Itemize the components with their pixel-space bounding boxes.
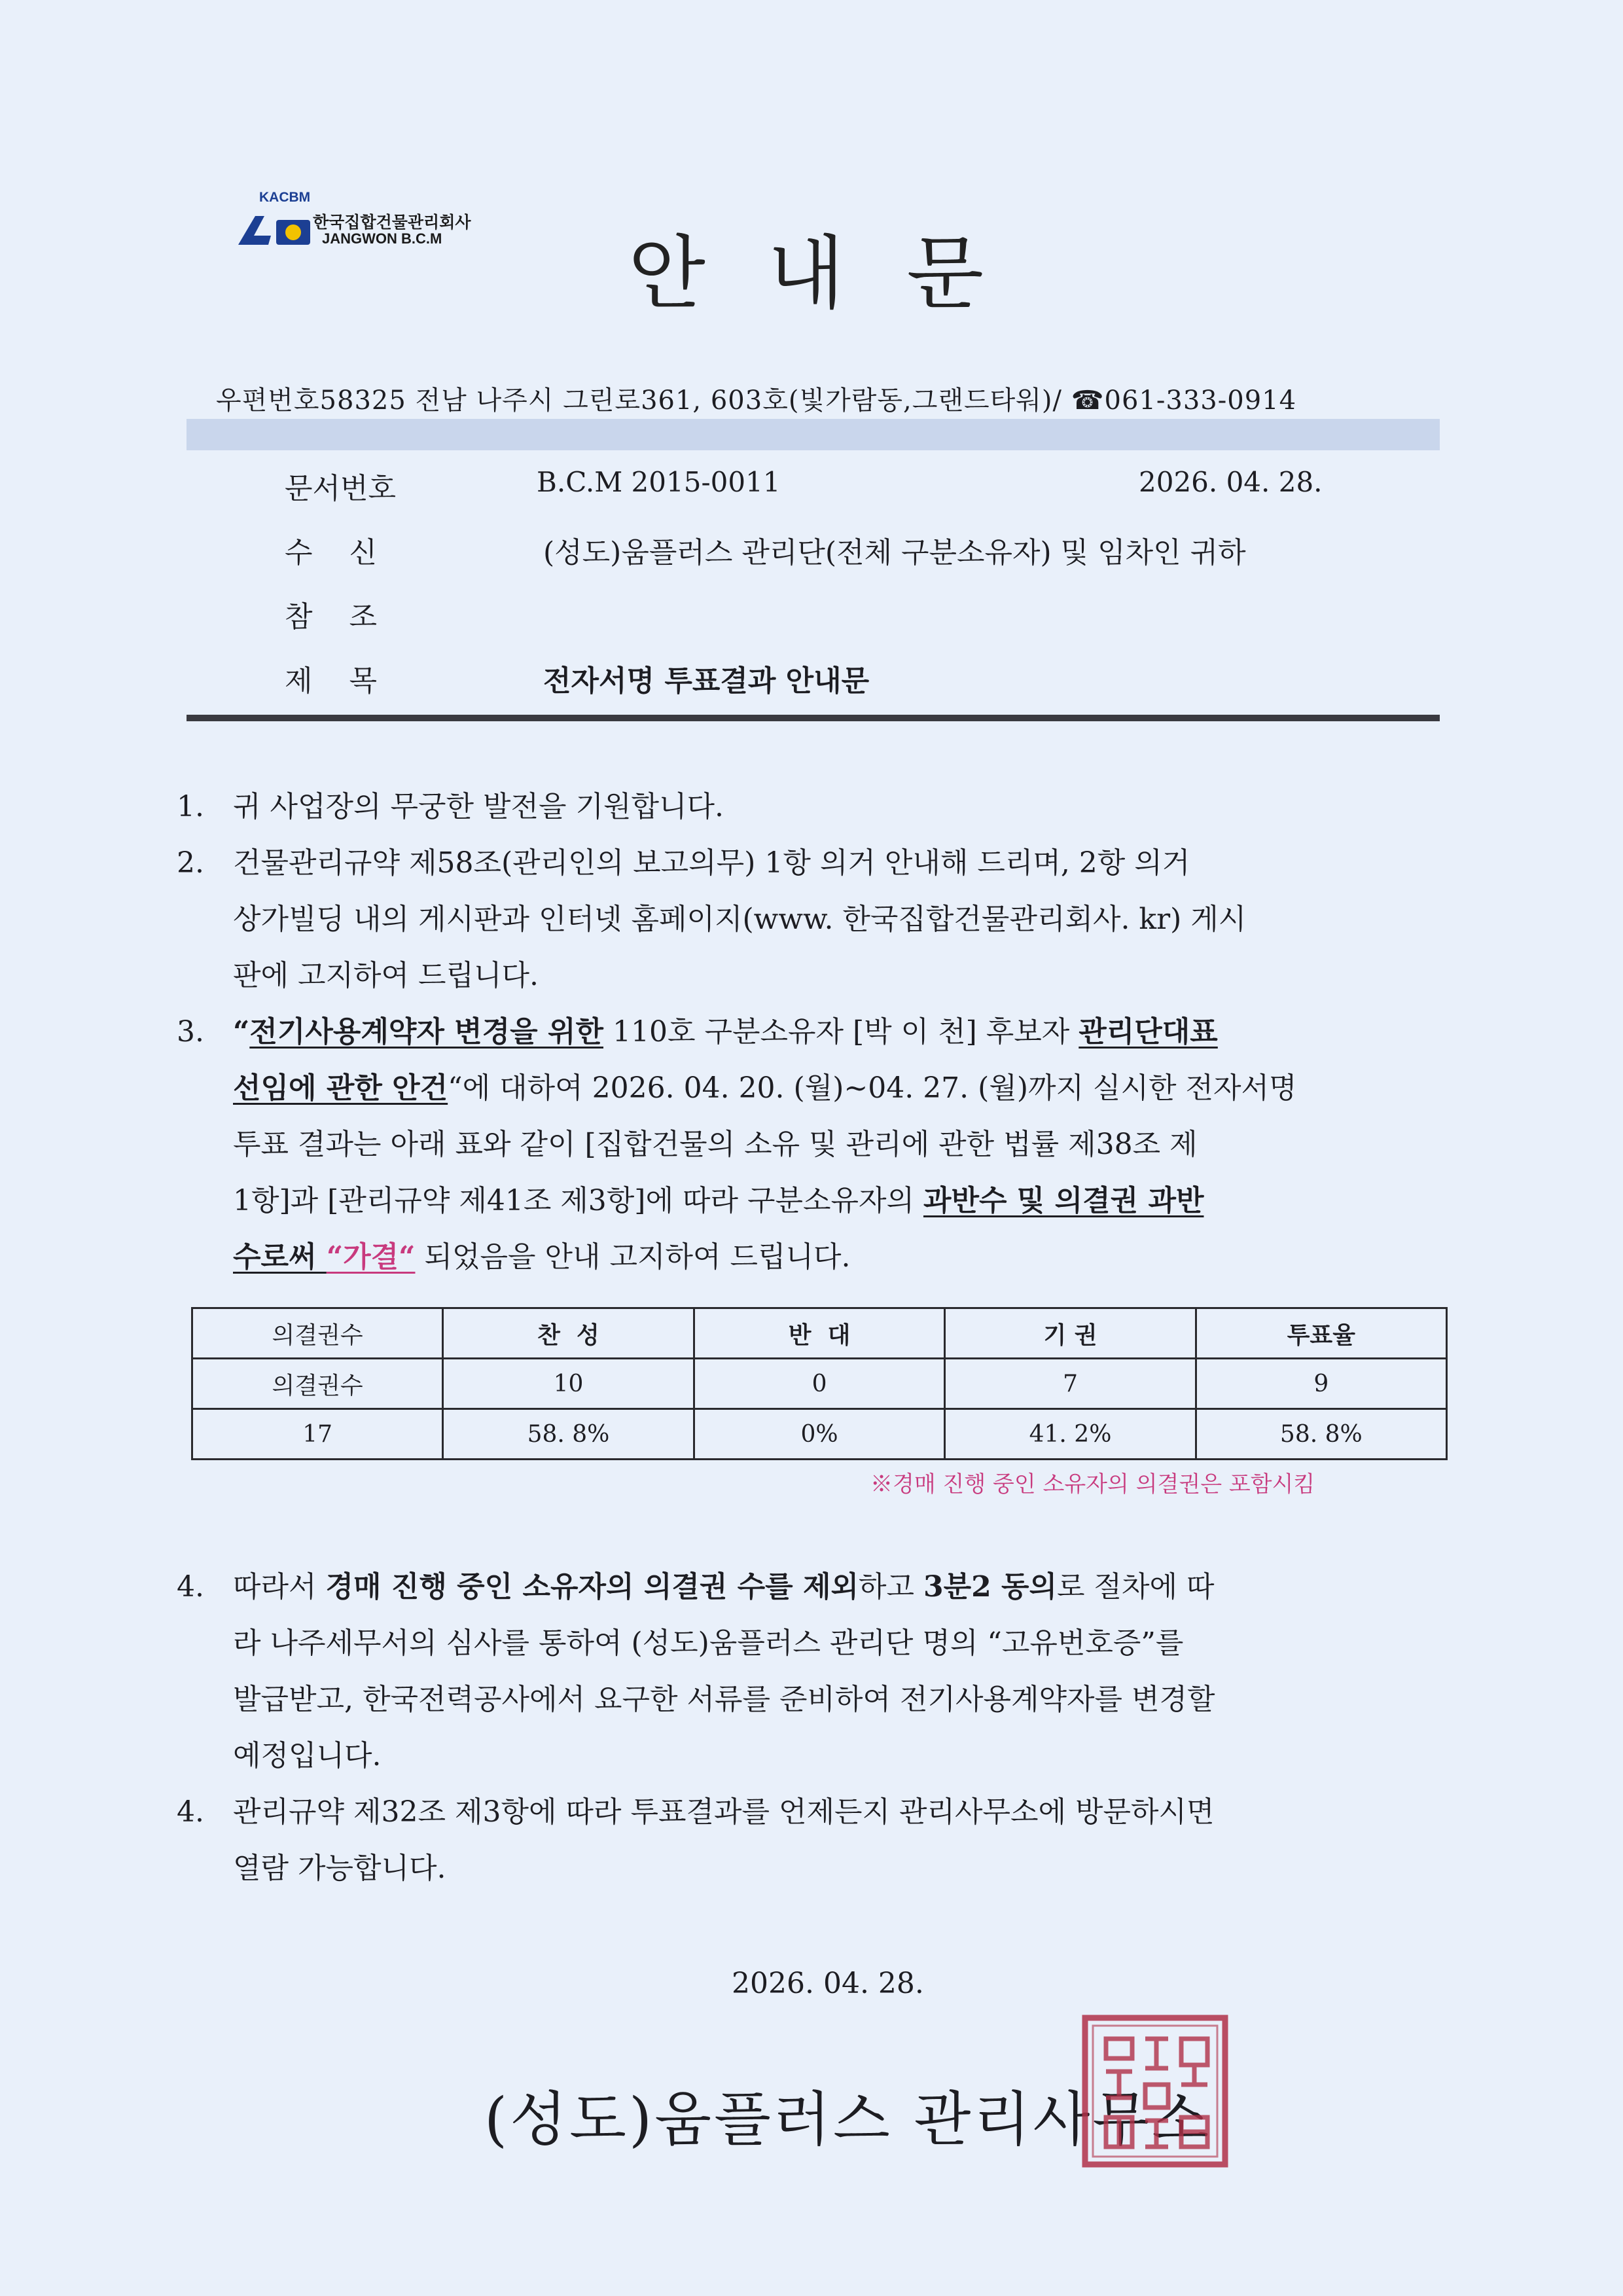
- logo-acronym: KACBM: [259, 190, 311, 205]
- table-cell: 58. 8%: [443, 1409, 694, 1460]
- doc-number-value: B.C.M 2015-0011: [537, 466, 781, 498]
- telephone-icon: ☎: [1071, 386, 1105, 416]
- logo-mark-icon: [236, 209, 314, 249]
- candidate-text: 110호 구분소유자 [박 이 천] 후보자: [603, 1015, 1079, 1049]
- table-cell: 9: [1196, 1359, 1446, 1409]
- address-text: 우편번호58325 전남 나주시 그린로361, 603호(빛가람동,그랜드타워)/: [216, 386, 1062, 416]
- office-name: (성도)움플러스 관리사무소: [484, 2085, 1212, 2154]
- address-line: [216, 380, 1296, 417]
- majority-text-cont: 수로써: [233, 1240, 327, 1274]
- passed-badge: “가결“: [326, 1240, 416, 1274]
- table-cell: 41. 2%: [945, 1409, 1196, 1460]
- header-divider: [187, 715, 1440, 721]
- text-span: 로 절차에 따: [1057, 1570, 1215, 1604]
- table-cell: 17: [192, 1409, 443, 1460]
- paragraph-5-line-1: 관리규약 제32조 제3항에 따라 투표결과를 언제든지 관리사무소에 방문하시면: [233, 1795, 1215, 1829]
- paragraph-2-line-3: 판에 고지하여 드립니다.: [233, 959, 539, 992]
- doc-date: 2026. 04. 28.: [1139, 466, 1323, 498]
- table-row: [192, 1359, 1447, 1409]
- paragraph-1-text: 귀 사업장의 무궁한 발전을 기원합니다.: [233, 790, 724, 823]
- vote-result-table: [191, 1307, 1448, 1460]
- text-span: 따라서: [233, 1570, 326, 1604]
- reference-label: 참 조: [285, 600, 377, 634]
- doc-number-label: 문서번호: [285, 472, 397, 505]
- paragraph-3-line-1: [233, 1004, 1218, 1060]
- official-seal-icon: [1080, 2013, 1230, 2170]
- paragraph-2-number: 2.: [177, 846, 204, 880]
- subject-label: 제 목: [285, 664, 377, 698]
- logo-korean-name: 한국집합건물관리회사: [313, 213, 471, 232]
- table-cell: 0: [694, 1359, 945, 1409]
- paragraph-3-line-4: [233, 1173, 1204, 1229]
- paragraph-3-line-3: 투표 결과는 아래 표와 같이 [집합건물의 소유 및 관리에 관한 법률 제38조 제: [233, 1128, 1198, 1161]
- paragraph-3-line-2: [233, 1060, 1297, 1117]
- table-header-row: [192, 1308, 1447, 1359]
- company-logo: [236, 190, 497, 262]
- table-cell: 의결권수: [192, 1359, 443, 1409]
- paragraph-3-number: 3.: [177, 1015, 204, 1049]
- footer-date: 2026. 04. 28.: [732, 1967, 924, 2000]
- vote-period-text: “에 대하여 2026. 04. 20. (월)~04. 27. (월)까지 실시한 전자서명: [448, 1071, 1297, 1105]
- paragraph-1-number: 1.: [177, 790, 204, 823]
- paragraph-3-line-5: [233, 1229, 850, 1285]
- table-row: [192, 1409, 1447, 1460]
- paragraph-4-line-4: 예정입니다.: [233, 1739, 382, 1772]
- recipient-label: 수 신: [285, 536, 377, 569]
- logo-english-name: JANGWON B.C.M: [322, 230, 442, 247]
- agenda-title-part-2: 관리단대표: [1079, 1015, 1218, 1049]
- two-thirds-text: 3분2 동의: [923, 1570, 1058, 1604]
- table-header-cell: 반 대: [694, 1308, 945, 1359]
- paragraph-4-line-2: 라 나주세무서의 심사를 통하여 (성도)움플러스 관리단 명의 “고유번호증”를: [233, 1626, 1184, 1660]
- table-cell: 58. 8%: [1196, 1409, 1446, 1460]
- legal-basis-text: 1항]과 [관리규약 제41조 제3항]에 따라 구분소유자의: [233, 1184, 923, 1217]
- notice-text: 되었음을 안내 고지하여 드립니다.: [415, 1240, 851, 1274]
- paragraph-4-number: 4.: [177, 1570, 204, 1604]
- paragraph-2-line-2: 상가빌딩 내의 게시판과 인터넷 홈페이지(www. 한국집합건물관리회사. kr) 게시: [233, 903, 1247, 936]
- document-title: 안 내 문: [628, 227, 1003, 320]
- table-cell: 10: [443, 1359, 694, 1409]
- table-header-cell: 기 권: [945, 1308, 1196, 1359]
- paragraph-4-line-1: [233, 1559, 1215, 1615]
- table-cell: 0%: [694, 1409, 945, 1460]
- quote-open: “: [233, 1015, 250, 1049]
- majority-text: 과반수 및 의결권 과반: [923, 1184, 1204, 1217]
- recipient-value: (성도)움플러스 관리단(전체 구분소유자) 및 임차인 귀하: [543, 536, 1246, 569]
- paragraph-2-line-1: 건물관리규약 제58조(관리인의 보고의무) 1항 의거 안내해 드리며, 2항 의거: [233, 846, 1190, 880]
- agenda-title-part-1: 전기사용계약자 변경을 위한: [249, 1015, 603, 1049]
- agenda-title-part-3: 선임에 관한 안건: [233, 1071, 448, 1105]
- paragraph-5-line-2: 열람 가능합니다.: [233, 1852, 446, 1885]
- table-cell: 7: [945, 1359, 1196, 1409]
- phone-number: 061-333-0914: [1104, 386, 1297, 416]
- paragraph-4-line-3: 발급받고, 한국전력공사에서 요구한 서류를 준비하여 전기사용계약자를 변경할: [233, 1683, 1215, 1716]
- paragraph-5-number: 4.: [177, 1795, 204, 1829]
- subject-value: 전자서명 투표결과 안내문: [543, 664, 870, 698]
- text-span: 하고: [858, 1570, 923, 1604]
- table-header-cell: 찬 성: [443, 1308, 694, 1359]
- table-header-cell: 투표율: [1196, 1308, 1446, 1359]
- excluded-votes-text: 경매 진행 중인 소유자의 의결권 수를 제외: [325, 1570, 859, 1604]
- table-header-cell: 의결권수: [192, 1308, 443, 1359]
- table-note: ※경매 진행 중인 소유자의 의결권은 포함시킴: [870, 1471, 1315, 1498]
- address-band: [187, 419, 1440, 450]
